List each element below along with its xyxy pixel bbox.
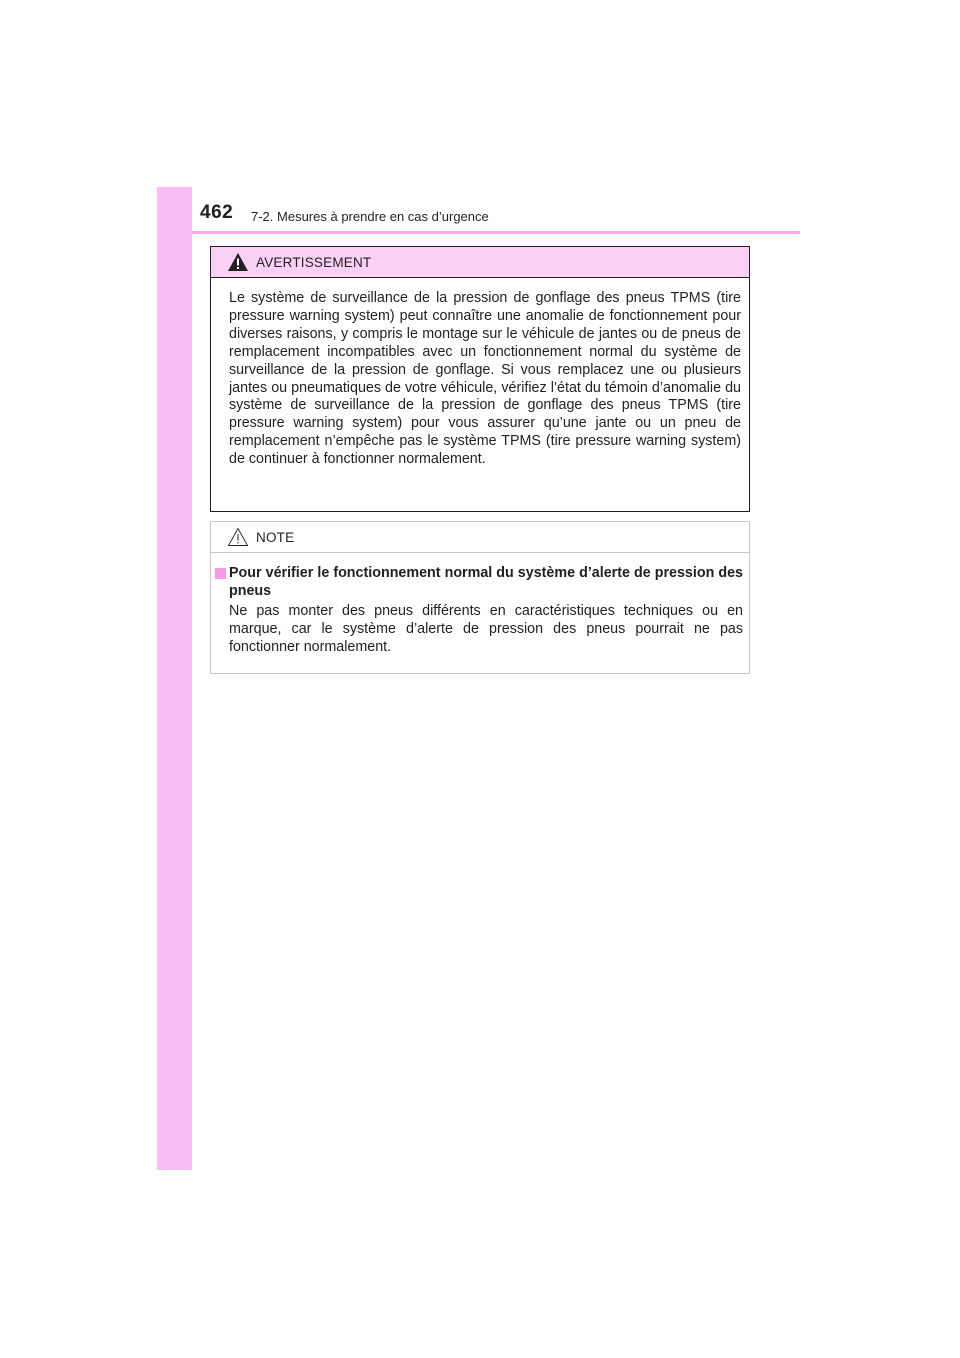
warning-text: Le système de surveillance de la pression de gonflage des pneus TPMS (tire pressure warning system) peut connaître une anomalie de fonctionnement pour diverses raisons, y compris le montage sur le véhicule de jantes ou de pneus de remplacement incompatibles avec un fonctionnement normal du système de surveillance de la pression de gonflage. Si vous remplacez une ou plusieurs jantes ou pneumatiques de votre véhicule, vérifiez l’état du témoin d’anomalie du système de surveillance de la pression de gonflage des pneus TPMS (tire pressure warning system) pour vous assurer qu’une jante ou un pneu de remplacement n’empêche pas le système TPMS (tire pressure warning system) de continuer à fonctionner normalement.: [229, 290, 741, 468]
caution-triangle-outline-icon: [227, 527, 249, 547]
warning-header: [211, 247, 749, 278]
note-header: [211, 522, 749, 553]
note-heading: Pour vérifier le fonctionnement normal du système d’alerte de pression des pneus: [229, 565, 743, 599]
side-tab-bar: [157, 187, 192, 1170]
note-text: Ne pas monter des pneus différents en caractéristiques techniques ou en marque, car le système d’alerte de pression des pneus pourrait ne pas fonctionner normalement.: [229, 603, 743, 655]
warning-triangle-filled-icon: [227, 252, 249, 272]
header-rule: [192, 231, 800, 234]
note-item: [215, 565, 743, 657]
section-title: 7-2. Mesures à prendre en cas d’urgence: [251, 209, 489, 224]
page-number: 462: [200, 202, 234, 223]
warning-label: AVERTISSEMENT: [256, 255, 372, 270]
note-label: NOTE: [256, 530, 295, 545]
note-box: [210, 521, 750, 674]
warning-box: [210, 246, 750, 512]
square-bullet-icon: [215, 568, 226, 579]
